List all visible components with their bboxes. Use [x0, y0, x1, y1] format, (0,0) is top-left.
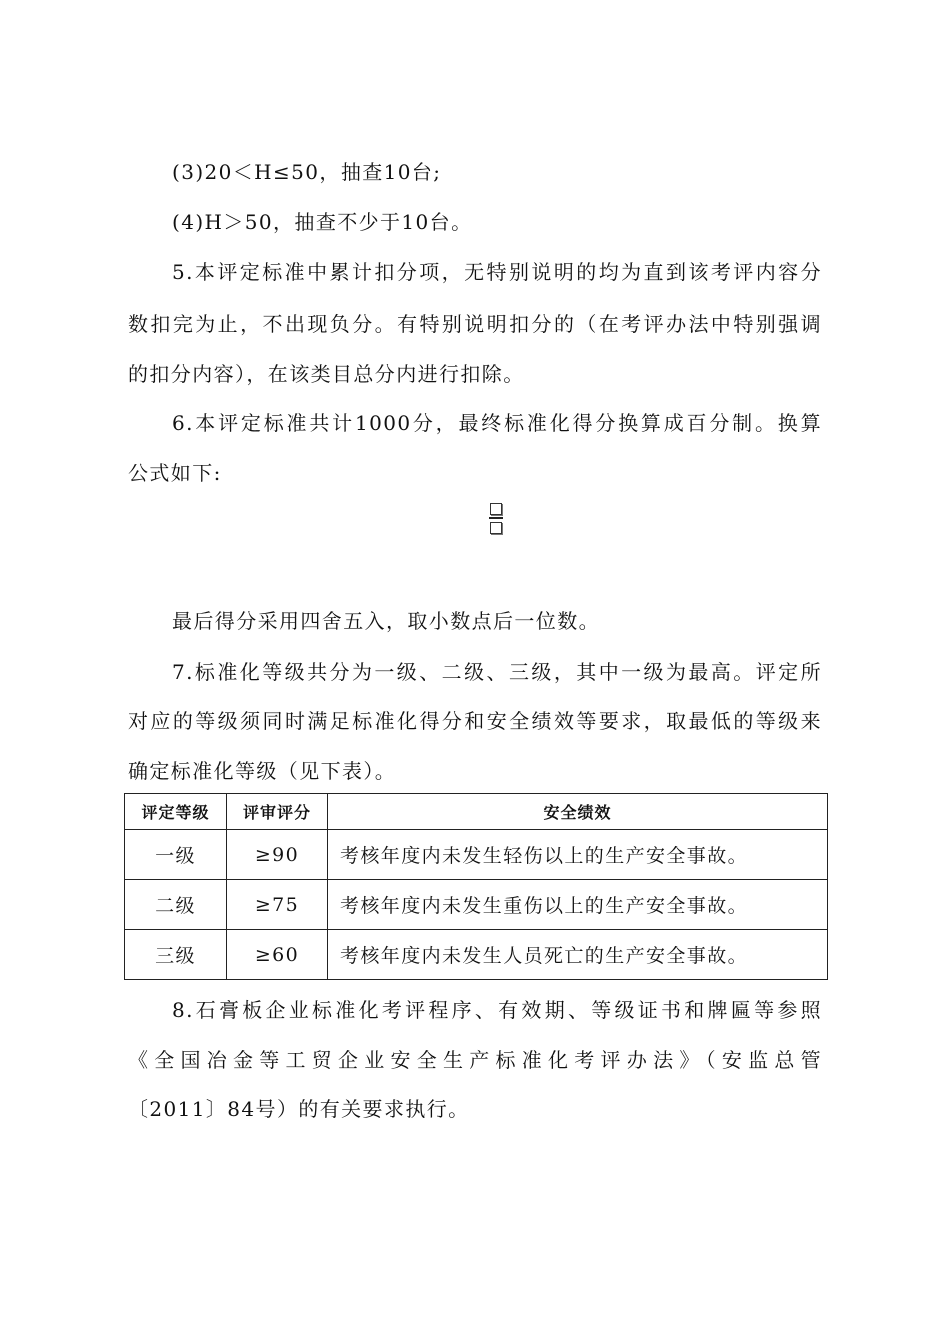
clause-7-line-2: 对应的等级须同时满足标准化得分和安全绩效等要求，取最低的等级来	[128, 709, 822, 733]
conversion-formula-placeholder	[489, 500, 503, 536]
sampling-rule-4: (4)H＞50，抽查不少于10台。	[172, 210, 473, 234]
table-row	[125, 930, 828, 980]
fraction-bar	[489, 517, 503, 519]
sampling-rule-3: (3)20＜H≤50，抽查10台;	[172, 160, 442, 184]
denominator-box-icon	[490, 522, 502, 534]
clause-8-line-1: 8.石膏板企业标准化考评程序、有效期、等级证书和牌匾等参照	[172, 998, 822, 1022]
grade-cell: 一级	[125, 830, 227, 880]
clause-8-line-2: 《全国冶金等工贸企业安全生产标准化考评办法》（安监总管	[128, 1048, 822, 1072]
header-grade: 评定等级	[125, 794, 227, 830]
grade-cell: 二级	[125, 880, 227, 930]
score-cell: ≥75	[227, 880, 328, 930]
score-cell: ≥90	[227, 830, 328, 880]
score-cell: ≥60	[227, 930, 328, 980]
header-safety-performance: 安全绩效	[328, 794, 828, 830]
table-row	[125, 830, 828, 880]
table-row	[125, 880, 828, 930]
clause-7-line-1: 7.标准化等级共分为一级、二级、三级，其中一级为最高。评定所	[172, 660, 822, 684]
performance-cell: 考核年度内未发生人员死亡的生产安全事故。	[328, 930, 828, 980]
clause-6-line-1: 6.本评定标准共计1000分，最终标准化得分换算成百分制。换算	[172, 411, 822, 435]
clause-8-line-3: 〔2011〕84号）的有关要求执行。	[128, 1097, 470, 1121]
table-header-row	[125, 794, 828, 830]
clause-5-line-3: 的扣分内容），在该类目总分内进行扣除。	[128, 362, 525, 386]
clause-7-line-3: 确定标准化等级（见下表）。	[128, 759, 397, 783]
numerator-box-icon	[490, 503, 502, 515]
clause-6-line-2: 公式如下:	[128, 461, 222, 485]
performance-cell: 考核年度内未发生重伤以上的生产安全事故。	[328, 880, 828, 930]
rounding-note: 最后得分采用四舍五入，取小数点后一位数。	[172, 609, 600, 633]
clause-5-line-2: 数扣完为止，不出现负分。有特别说明扣分的（在考评办法中特别强调	[128, 312, 822, 336]
clause-5-line-1: 5.本评定标准中累计扣分项，无特别说明的均为直到该考评内容分	[172, 260, 822, 284]
performance-cell: 考核年度内未发生轻伤以上的生产安全事故。	[328, 830, 828, 880]
header-score: 评审评分	[227, 794, 328, 830]
grade-requirements-table	[124, 793, 828, 980]
grade-cell: 三级	[125, 930, 227, 980]
